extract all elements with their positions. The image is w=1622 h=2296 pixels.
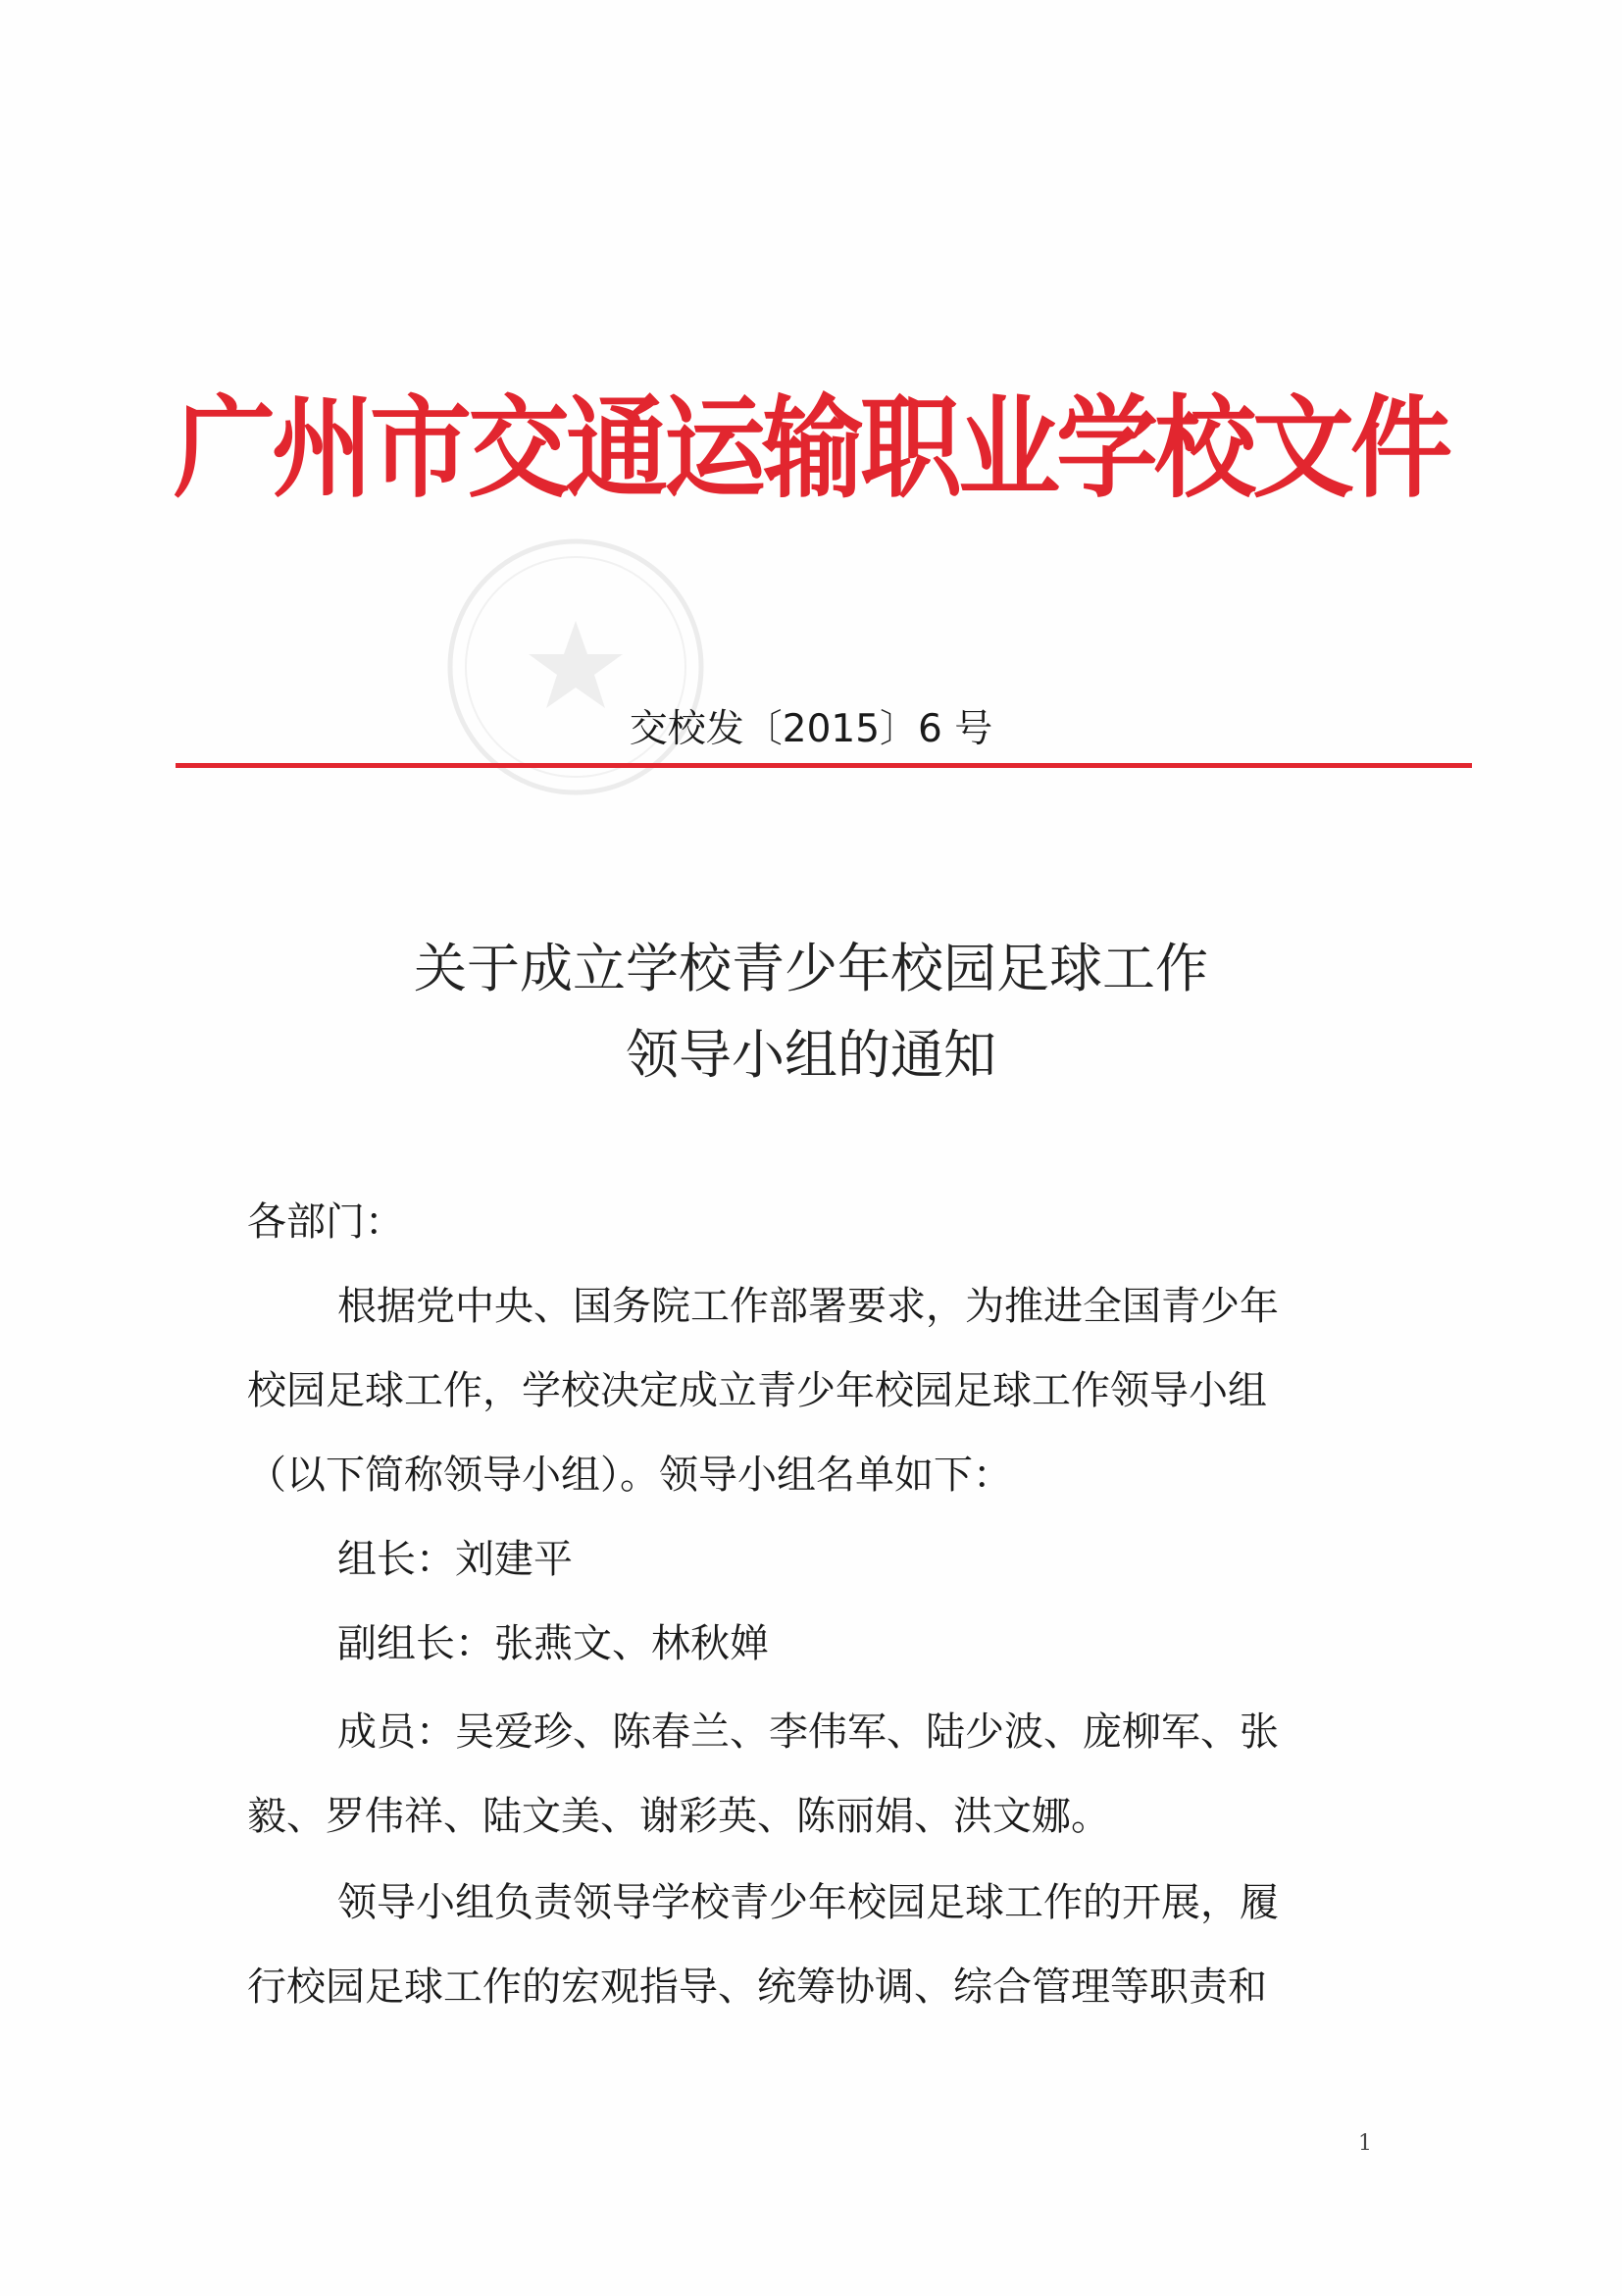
members-line-continued: 毅、罗伟祥、陆文美、谢彩英、陈丽娟、洪文娜。 [247,1794,1110,1839]
red-separator-rule [176,763,1472,768]
document-header: 广州市交通运输职业学校文件 [173,383,1448,513]
notice-title-line-1: 关于成立学校青少年校园足球工作 [414,938,1208,999]
body-paragraph-line: 行校园足球工作的宏观指导、统筹协调、综合管理等职责和 [247,1964,1267,2010]
notice-title-line-2: 领导小组的通知 [626,1024,996,1086]
group-leader-line: 组长：刘建平 [337,1537,573,1582]
members-line: 成员：吴爱珍、陈春兰、李伟军、陆少波、庞柳军、张 [337,1709,1279,1755]
salutation: 各部门： [247,1199,404,1245]
body-paragraph-line: 领导小组负责领导学校青少年校园足球工作的开展，履 [337,1880,1279,1925]
faint-seal-stamp [443,535,708,799]
body-paragraph-line: （以下简称领导小组）。领导小组名单如下： [247,1453,1012,1498]
document-number: 交校发〔2015〕6 号 [629,707,993,751]
page-number: 1 [1358,2131,1372,2156]
body-paragraph-line: 校园足球工作，学校决定成立青少年校园足球工作领导小组 [247,1368,1267,1413]
deputy-leader-line: 副组长：张燕文、林秋婵 [337,1621,769,1666]
body-paragraph-line: 根据党中央、国务院工作部署要求，为推进全国青少年 [337,1284,1279,1329]
